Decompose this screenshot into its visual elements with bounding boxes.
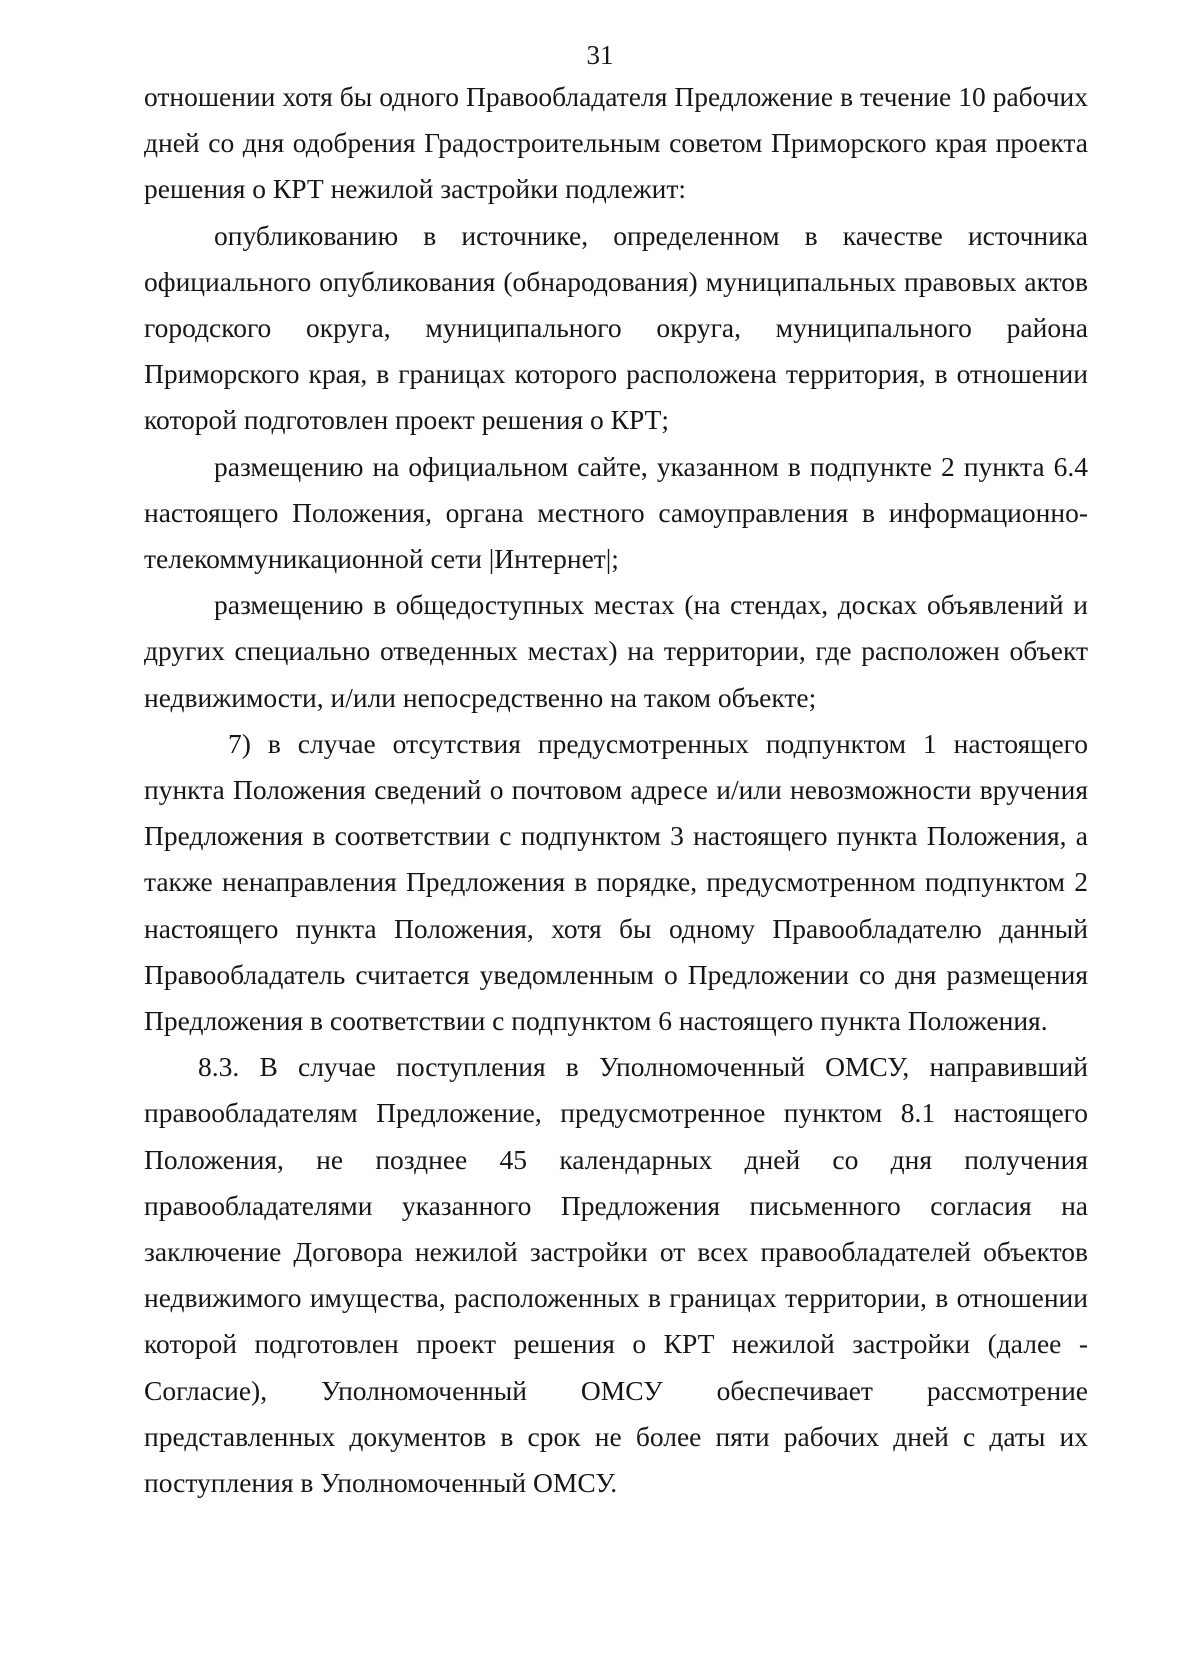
paragraph-continuation: отношении хотя бы одного Правообладателя Предложение в течение 10 рабочих дней со дня одобрения Градостроительным советом Приморского края проекта решения о КРТ нежилой застройки подлежит: — [144, 81, 1088, 205]
paragraph-publication: опубликованию в источнике, определенном в качестве источника официального опубликования (обнародования) муниципальных правовых актов городского округа, муниципального округа, муниципального района Приморского края, в границах которого расположена территория, в отношении которой подготовлен проект решения о КРТ; — [144, 219, 1088, 436]
paragraph-section-8-3: 8.3. В случае поступления в Уполномоченный ОМСУ, направивший правообладателям Предложение, предусмотренное пунктом 8.1 настоящего Положения, не позднее 45 календарных дней со дня получения правообладателями указанного Предложения письменного согласия на заключение Договора нежилой застройки от всех правообладателей объектов недвижимого имущества, расположенных в границах территории, в отношении которой подготовлен проект решения о КРТ нежилой застройки (далее - Согласие), Уполномоченный ОМСУ обеспечивает рассмотрение представленных документов в срок не более пяти рабочих дней с даты их поступления в Уполномоченный ОМСУ. — [144, 1051, 1088, 1499]
paragraph-official-site: размещению на официальном сайте, указанном в подпункте 2 пункта 6.4 настоящего Положения, органа местного самоуправления в информационно-телекоммуникационной сети |Интернет|; — [144, 450, 1088, 575]
paragraph-subitem-7: 7) в случае отсутствия предусмотренных подпунктом 1 настоящего пункта Положения сведений о почтовом адресе и/или невозможности вручения Предложения в соответствии с подпунктом 3 настоящего пункта Положения, а также ненаправления Предложения в порядке, предусмотренном подпунктом 2 настоящего пункта Положения, хотя бы одному Правообладателю данный Правообладатель считается уведомленным о Предложении со дня размещения Предложения в соответствии с подпунктом 6 настоящего пункта Положения. — [144, 727, 1088, 1037]
paragraph-public-places: размещению в общедоступных местах (на стендах, досках объявлений и других специально отведенных местах) на территории, где расположен объект недвижимости, и/или непосредственно на таком объекте; — [144, 589, 1088, 713]
document-body — [144, 74, 1088, 1506]
page-number: 31 — [586, 40, 614, 70]
